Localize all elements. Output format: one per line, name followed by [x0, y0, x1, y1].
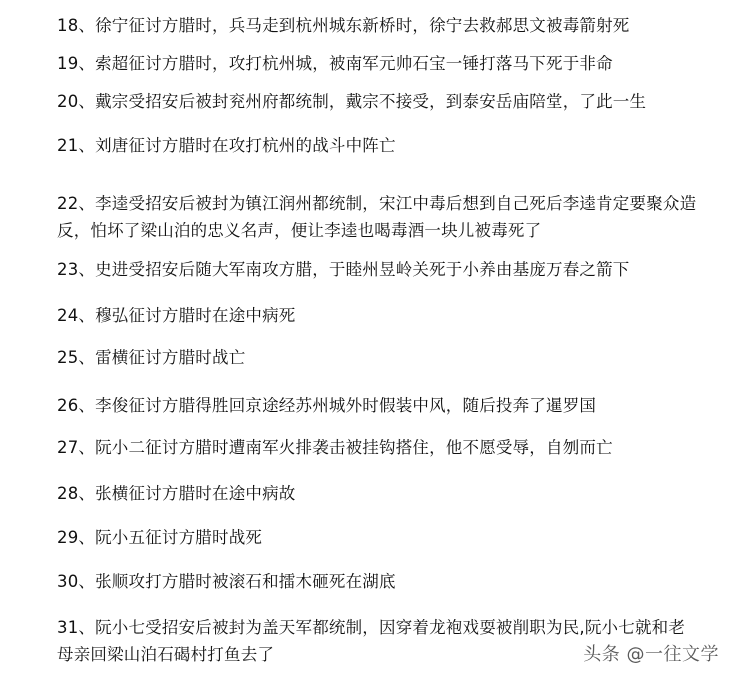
list-item-24: 24、穆弘征讨方腊时在途中病死: [57, 306, 296, 325]
list-item-27: 27、阮小二征讨方腊时遭南军火排袭击被挂钩搭住，他不愿受辱，自刎而亡: [57, 438, 613, 457]
list-item-31: 31、阮小七受招安后被封为盖天军都统制，因穿着龙袍戏耍被削职为民,阮小七就和老母亲回梁山泊石碣村打鱼去了: [57, 618, 686, 664]
list-item-21: 21、刘唐征讨方腊时在攻打杭州的战斗中阵亡: [57, 136, 396, 155]
list-item-30: 30、张顺攻打方腊时被滚石和擂木砸死在湖底: [57, 572, 396, 591]
list-item-26: 26、李俊征讨方腊得胜回京途经苏州城外时假装中风，随后投奔了暹罗国: [57, 396, 597, 415]
list-item-18: 18、徐宁征讨方腊时，兵马走到杭州城东新桥时，徐宁去救郝思文被毒箭射死: [57, 16, 630, 35]
list-item-19: 19、索超征讨方腊时，攻打杭州城，被南军元帅石宝一锤打落马下死于非命: [57, 54, 613, 73]
list-item-28: 28、张横征讨方腊时在途中病故: [57, 484, 296, 503]
watermark: 头条 @一往文学: [583, 644, 719, 665]
list-item-23: 23、史进受招安后随大军南攻方腊，于睦州昱岭关死于小养由基庞万春之箭下: [57, 260, 630, 279]
list-item-22: 22、李逵受招安后被封为镇江润州都统制，宋江中毒后想到自己死后李逵肯定要聚众造反，怕坏了梁山泊的忠义名声，便让李逵也喝毒酒一块儿被毒死了: [57, 194, 697, 240]
list-item-29: 29、阮小五征讨方腊时战死: [57, 528, 263, 547]
list-item-25: 25、雷横征讨方腊时战亡: [57, 348, 246, 367]
list-item-20: 20、戴宗受招安后被封兖州府都统制，戴宗不接受，到泰安岳庙陪堂，了此一生: [57, 92, 647, 111]
